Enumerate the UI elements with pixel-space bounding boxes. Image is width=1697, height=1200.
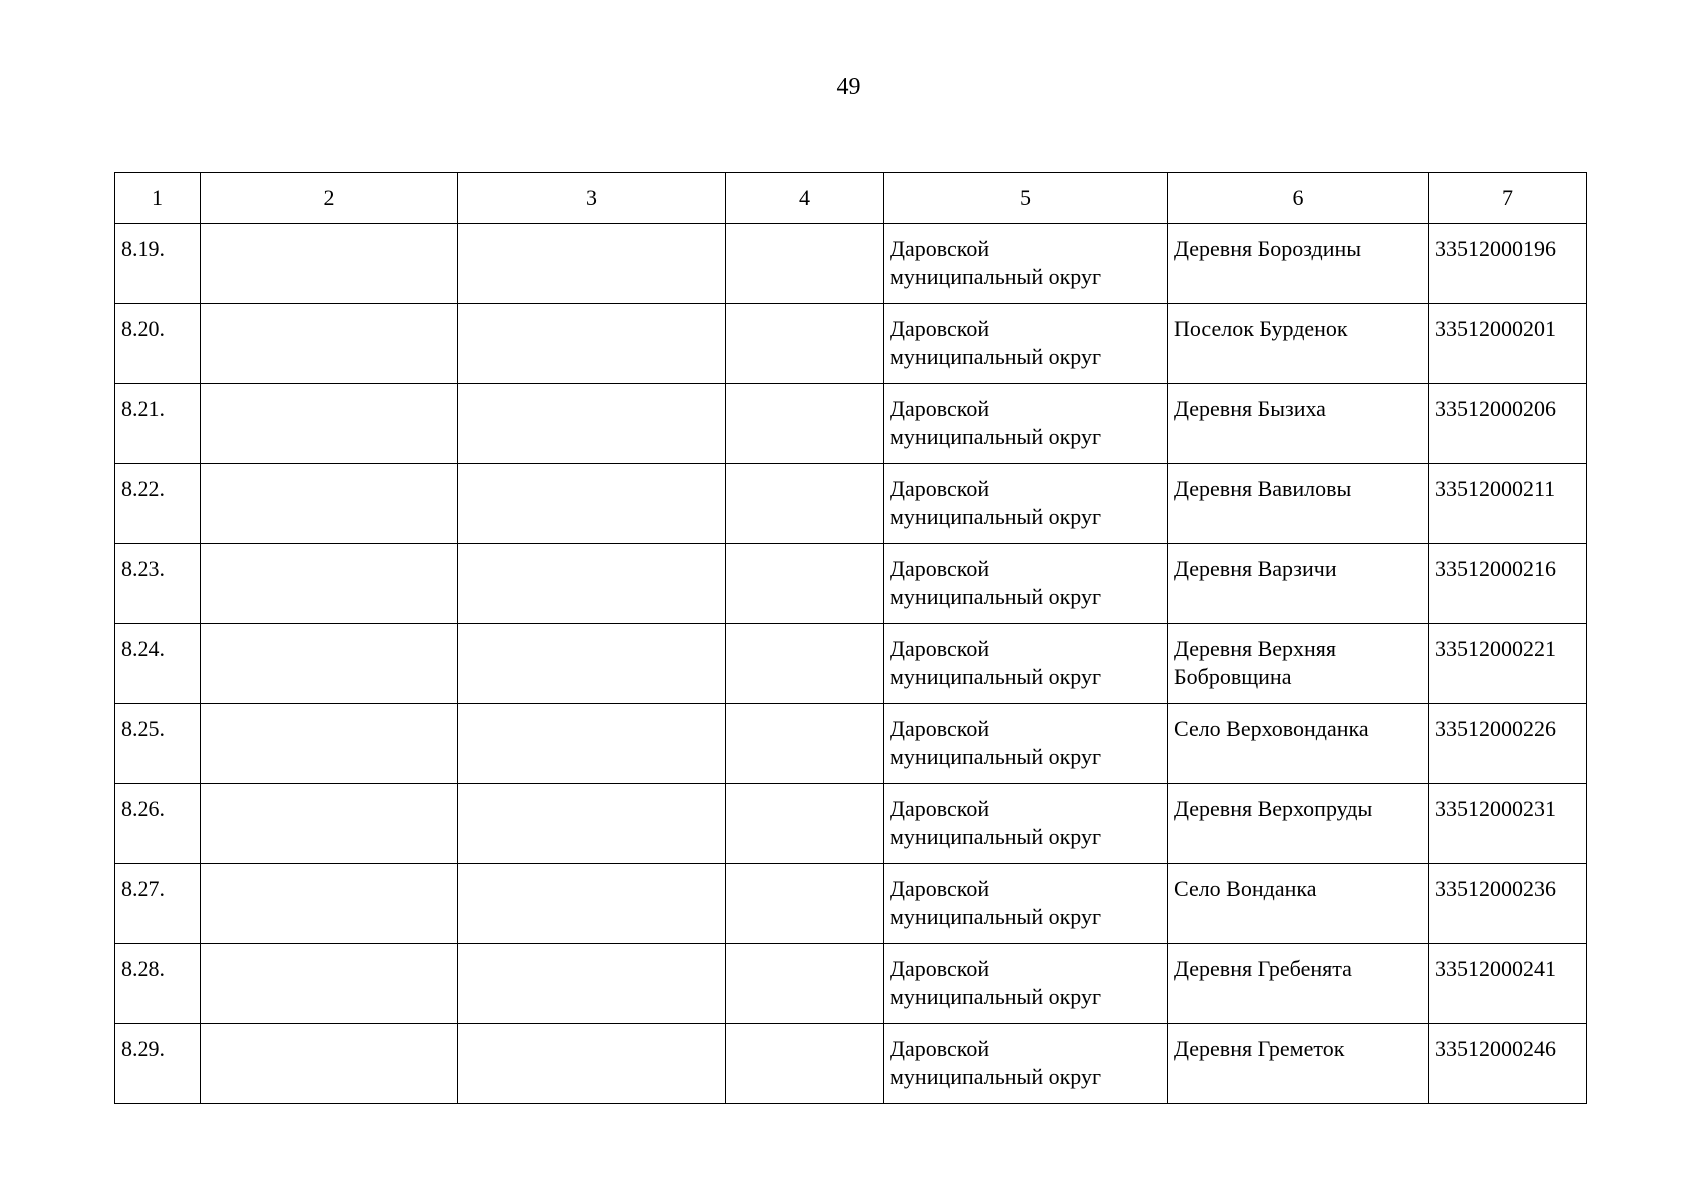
column-header-5: 5 [884, 173, 1168, 224]
row-number-cell [115, 384, 201, 464]
table-row [115, 864, 1587, 944]
code-cell-line: 33512000236 [1435, 876, 1556, 901]
code-cell [1429, 944, 1587, 1024]
column-3-cell [458, 1024, 726, 1104]
table-row [115, 784, 1587, 864]
column-header-1: 1 [115, 173, 201, 224]
row-number-cell [115, 1024, 201, 1104]
code-cell-line: 33512000246 [1435, 1036, 1556, 1061]
table-row [115, 304, 1587, 384]
settlement-cell [1168, 944, 1429, 1024]
district-cell-line: Даровской [890, 716, 990, 741]
code-cell-line: 33512000226 [1435, 716, 1556, 741]
code-cell-line: 33512000196 [1435, 236, 1556, 261]
table-header-row [115, 173, 1587, 224]
settlement-cell [1168, 304, 1429, 384]
row-number-cell-line: 8.24. [121, 636, 165, 661]
district-cell-line: муниципальный округ [890, 664, 1102, 689]
table-row [115, 224, 1587, 304]
district-cell [884, 464, 1168, 544]
column-2-cell [201, 864, 458, 944]
column-4-cell [726, 704, 884, 784]
district-cell [884, 784, 1168, 864]
column-2-cell [201, 784, 458, 864]
column-4-cell [726, 304, 884, 384]
district-cell [884, 224, 1168, 304]
column-header-4: 4 [726, 173, 884, 224]
settlement-cell-line: Деревня Вавиловы [1174, 476, 1352, 501]
column-3-cell [458, 464, 726, 544]
district-cell-line: Даровской [890, 636, 990, 661]
district-cell-line: муниципальный округ [890, 344, 1102, 369]
table-row [115, 704, 1587, 784]
code-cell [1429, 384, 1587, 464]
settlement-cell-line: Деревня Верхняя [1174, 636, 1337, 661]
settlement-cell [1168, 704, 1429, 784]
code-cell-line: 33512000201 [1435, 316, 1556, 341]
column-4-cell [726, 784, 884, 864]
row-number-cell [115, 544, 201, 624]
settlement-cell [1168, 544, 1429, 624]
settlement-cell-line: Деревня Бороздины [1174, 236, 1362, 261]
code-cell-line: 33512000221 [1435, 636, 1556, 661]
code-cell-line: 33512000241 [1435, 956, 1556, 981]
settlement-cell [1168, 384, 1429, 464]
district-cell [884, 624, 1168, 704]
district-cell-line: Даровской [890, 556, 990, 581]
settlement-cell [1168, 624, 1429, 704]
table-row [115, 624, 1587, 704]
code-cell-line: 33512000211 [1435, 476, 1556, 501]
settlement-cell-line: Село Верховонданка [1174, 716, 1369, 741]
code-cell [1429, 704, 1587, 784]
row-number-cell-line: 8.25. [121, 716, 165, 741]
settlement-cell-line: Деревня Греметок [1174, 1036, 1345, 1061]
column-2-cell [201, 464, 458, 544]
table-row [115, 544, 1587, 624]
district-cell-line: муниципальный округ [890, 824, 1102, 849]
settlement-cell-line: Деревня Бызиха [1174, 396, 1326, 421]
table-body [115, 224, 1587, 1104]
code-cell [1429, 864, 1587, 944]
column-3-cell [458, 704, 726, 784]
column-3-cell [458, 384, 726, 464]
district-cell-line: Даровской [890, 476, 990, 501]
row-number-cell [115, 464, 201, 544]
district-cell-line: Даровской [890, 236, 990, 261]
settlement-cell-line: Поселок Бурденок [1174, 316, 1348, 341]
column-2-cell [201, 1024, 458, 1104]
row-number-cell [115, 304, 201, 384]
code-cell [1429, 544, 1587, 624]
table-row [115, 944, 1587, 1024]
row-number-cell-line: 8.28. [121, 956, 165, 981]
district-cell [884, 944, 1168, 1024]
settlement-cell [1168, 464, 1429, 544]
column-2-cell [201, 624, 458, 704]
row-number-cell [115, 784, 201, 864]
district-cell-line: Даровской [890, 876, 990, 901]
row-number-cell-line: 8.20. [121, 316, 165, 341]
table-row [115, 1024, 1587, 1104]
column-2-cell [201, 944, 458, 1024]
row-number-cell [115, 864, 201, 944]
district-cell [884, 544, 1168, 624]
code-cell [1429, 304, 1587, 384]
settlement-cell [1168, 1024, 1429, 1104]
district-cell-line: муниципальный округ [890, 584, 1102, 609]
settlement-cell-line: Деревня Гребенята [1174, 956, 1352, 981]
code-cell [1429, 224, 1587, 304]
column-4-cell [726, 464, 884, 544]
settlement-cell [1168, 864, 1429, 944]
settlement-cell-line: Село Вонданка [1174, 876, 1317, 901]
row-number-cell-line: 8.21. [121, 396, 165, 421]
row-number-cell [115, 704, 201, 784]
row-number-cell-line: 8.26. [121, 796, 165, 821]
settlement-cell [1168, 224, 1429, 304]
district-cell [884, 864, 1168, 944]
register-table [114, 172, 1587, 1104]
row-number-cell-line: 8.27. [121, 876, 165, 901]
column-header-6: 6 [1168, 173, 1429, 224]
row-number-cell-line: 8.29. [121, 1036, 165, 1061]
settlement-cell-line: Бобровщина [1174, 664, 1292, 689]
code-cell-line: 33512000231 [1435, 796, 1556, 821]
settlement-cell [1168, 784, 1429, 864]
district-cell [884, 704, 1168, 784]
column-3-cell [458, 624, 726, 704]
settlement-cell-line: Деревня Варзичи [1174, 556, 1337, 581]
column-header-7: 7 [1429, 173, 1587, 224]
code-cell-line: 33512000216 [1435, 556, 1556, 581]
district-cell [884, 1024, 1168, 1104]
column-4-cell [726, 624, 884, 704]
district-cell-line: Даровской [890, 956, 990, 981]
row-number-cell-line: 8.22. [121, 476, 165, 501]
code-cell [1429, 464, 1587, 544]
district-cell-line: Даровской [890, 796, 990, 821]
column-3-cell [458, 864, 726, 944]
row-number-cell-line: 8.19. [121, 236, 165, 261]
district-cell [884, 384, 1168, 464]
district-cell-line: Даровской [890, 396, 990, 421]
district-cell-line: муниципальный округ [890, 984, 1102, 1009]
district-cell-line: муниципальный округ [890, 1064, 1102, 1089]
district-cell-line: муниципальный округ [890, 264, 1102, 289]
column-3-cell [458, 944, 726, 1024]
district-cell-line: Даровской [890, 316, 990, 341]
row-number-cell-line: 8.23. [121, 556, 165, 581]
district-cell-line: муниципальный округ [890, 744, 1102, 769]
column-3-cell [458, 784, 726, 864]
column-4-cell [726, 944, 884, 1024]
district-cell-line: Даровской [890, 1036, 990, 1061]
column-2-cell [201, 304, 458, 384]
column-3-cell [458, 224, 726, 304]
column-2-cell [201, 544, 458, 624]
column-4-cell [726, 544, 884, 624]
district-cell-line: муниципальный округ [890, 504, 1102, 529]
column-3-cell [458, 544, 726, 624]
row-number-cell [115, 224, 201, 304]
column-header-2: 2 [201, 173, 458, 224]
column-4-cell [726, 384, 884, 464]
district-cell-line: муниципальный округ [890, 904, 1102, 929]
table-row [115, 384, 1587, 464]
column-3-cell [458, 304, 726, 384]
column-2-cell [201, 384, 458, 464]
row-number-cell [115, 624, 201, 704]
district-cell-line: муниципальный округ [890, 424, 1102, 449]
code-cell-line: 33512000206 [1435, 396, 1556, 421]
column-2-cell [201, 704, 458, 784]
table-row [115, 464, 1587, 544]
row-number-cell [115, 944, 201, 1024]
code-cell [1429, 784, 1587, 864]
column-4-cell [726, 224, 884, 304]
column-4-cell [726, 864, 884, 944]
column-2-cell [201, 224, 458, 304]
column-header-3: 3 [458, 173, 726, 224]
settlement-cell-line: Деревня Верхопруды [1174, 796, 1373, 821]
page-number: 49 [836, 74, 861, 100]
column-4-cell [726, 1024, 884, 1104]
code-cell [1429, 624, 1587, 704]
district-cell [884, 304, 1168, 384]
code-cell [1429, 1024, 1587, 1104]
